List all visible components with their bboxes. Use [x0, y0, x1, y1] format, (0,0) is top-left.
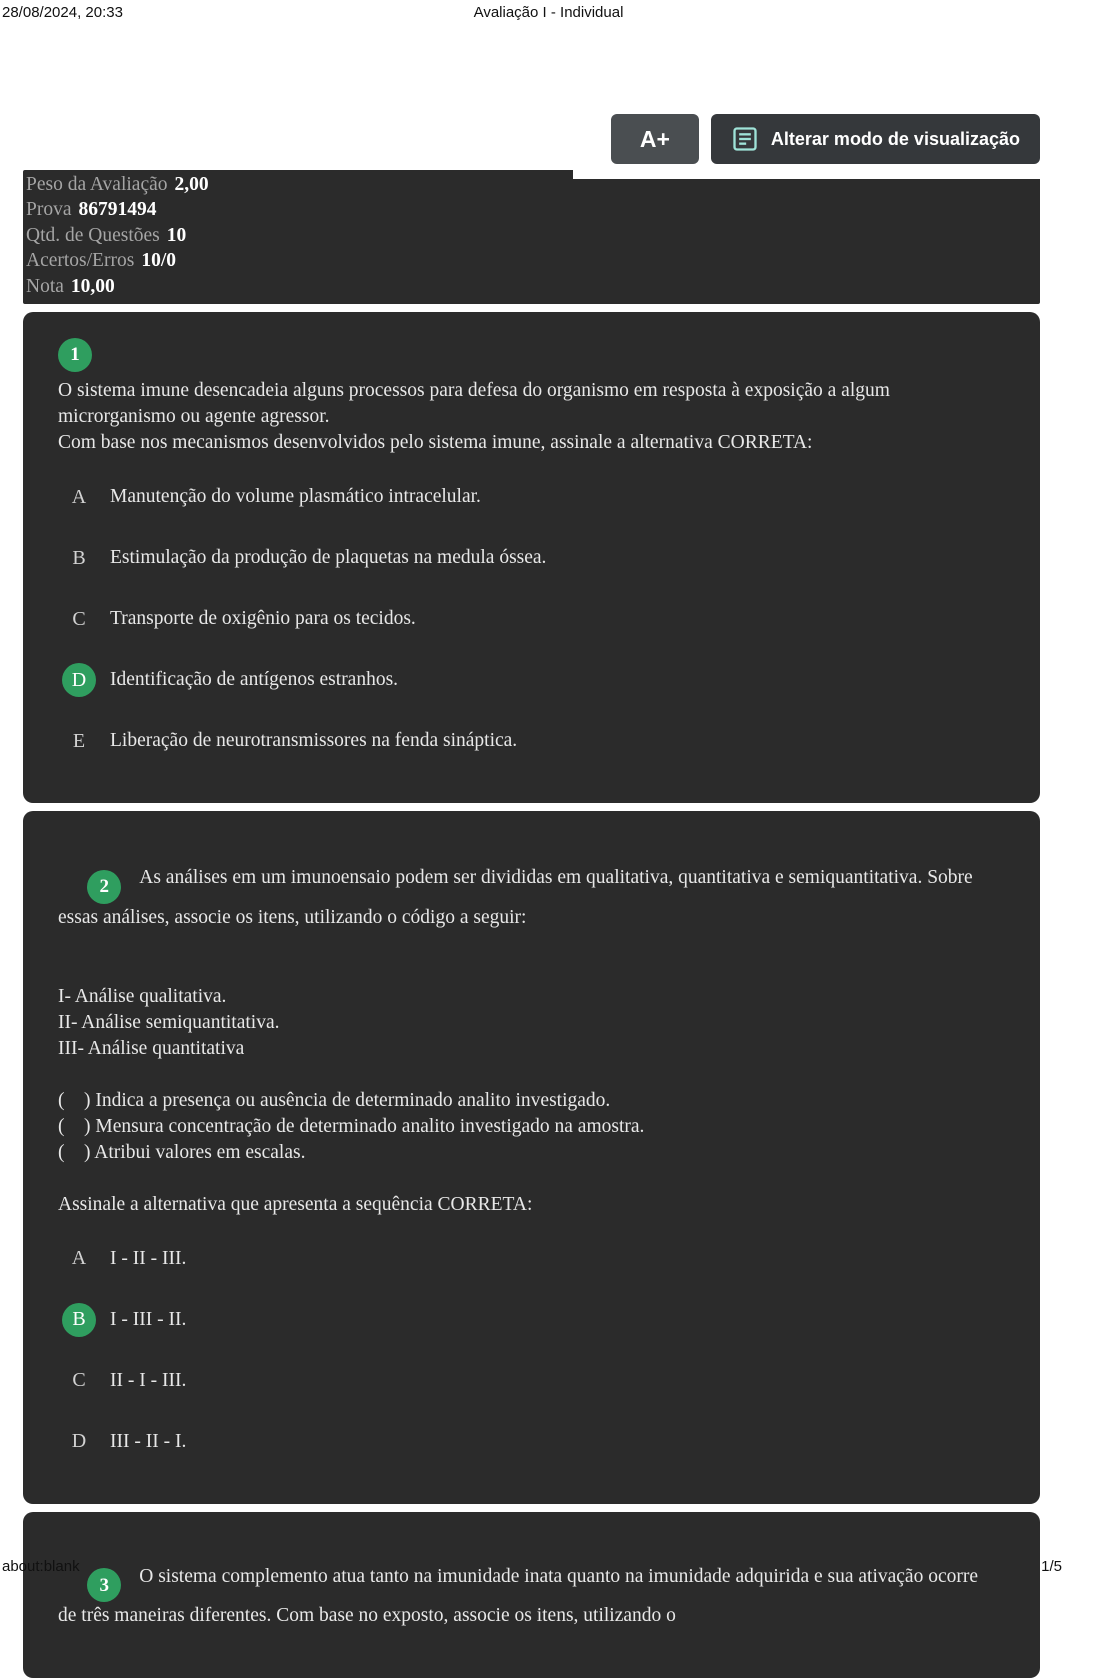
options-list — [58, 480, 1000, 758]
code-item: III- Análise quantitativa — [58, 1037, 245, 1059]
option-letter-badge[interactable]: C — [72, 1369, 86, 1392]
option-letter-badge[interactable]: A — [71, 1247, 87, 1270]
summary-value: 2,00 — [174, 174, 209, 195]
option-row-d[interactable] — [58, 663, 1000, 697]
question-number-row — [58, 338, 1000, 372]
option-text: II - I - III. — [110, 1369, 187, 1391]
option-text: Manutenção do volume plasmático intracelular. — [110, 486, 481, 508]
code-item: I- Análise qualitativa. — [58, 985, 227, 1007]
option-text: III - II - I. — [110, 1430, 187, 1452]
option-text: I - II - III. — [110, 1247, 187, 1269]
summary-row — [26, 197, 1036, 222]
summary-row — [26, 223, 1036, 248]
option-letter-badge[interactable]: A — [71, 485, 87, 508]
option-text: I - III - II. — [110, 1308, 187, 1330]
view-mode-label: Alterar modo de visualização — [770, 128, 1020, 149]
question-card-2 — [23, 811, 1040, 1504]
code-item: II- Análise semiquantitativa. — [58, 1011, 280, 1033]
footer-url: about:blank — [2, 1558, 80, 1575]
option-row-b[interactable] — [58, 541, 1000, 575]
blank-item: ( ) Atribui valores em escalas. — [58, 1141, 306, 1163]
option-text: Identificação de antígenos estranhos. — [110, 669, 399, 691]
summary-value: 10,00 — [70, 275, 115, 297]
question-lead-text: O sistema complemento atua tanto na imunidade inata quanto na imunidade adquirida e sua ativação ocorre de três maneiras diferentes. Com base no exposto, associe os itens, utilizando o — [58, 1565, 983, 1627]
option-letter-badge[interactable]: B — [62, 1303, 96, 1337]
question-card-1 — [23, 312, 1040, 803]
view-mode-button[interactable] — [711, 114, 1040, 164]
code-items — [58, 984, 1000, 1062]
question-lead — [58, 837, 1000, 958]
option-letter-badge[interactable]: E — [72, 729, 86, 752]
blank-items — [58, 1088, 1000, 1166]
option-row-a[interactable] — [58, 480, 1000, 514]
question-card-3 — [23, 1512, 1040, 1678]
options-list — [58, 1242, 1000, 1459]
summary-value: 86791494 — [78, 199, 157, 221]
blank-item: ( ) Mensura concentração de determinado analito investigado na amostra. — [58, 1115, 645, 1137]
panel-notch — [573, 170, 1040, 179]
question-prompt: Com base nos mecanismos desenvolvidos pelo sistema imune, assinale a alternativa CORRETA: — [58, 432, 813, 454]
option-letter-badge[interactable]: B — [72, 546, 86, 569]
summary-label: Prova — [26, 199, 72, 221]
print-header — [0, 0, 1097, 21]
page-title: Avaliação I - Individual — [473, 4, 624, 21]
option-row-d[interactable] — [58, 1425, 1000, 1459]
question-text: O sistema imune desencadeia alguns processos para defesa do organismo em resposta à exposição a algum microrganismo ou agente agressor. — [58, 380, 895, 428]
summary-value: 10 — [166, 224, 187, 246]
option-row-c[interactable] — [58, 1364, 1000, 1398]
summary-label: Acertos/Erros — [26, 250, 135, 272]
print-datetime: 28/08/2024, 20:33 — [2, 4, 123, 21]
question-number-badge: 2 — [87, 870, 121, 904]
summary-panel — [23, 170, 1040, 304]
option-text: Transporte de oxigênio para os tecidos. — [110, 608, 416, 630]
option-text: Liberação de neurotransmissores na fenda sináptica. — [110, 730, 518, 752]
option-letter-badge[interactable]: D — [71, 1430, 87, 1453]
option-text: Estimulação da produção de plaquetas na medula óssea. — [110, 547, 547, 569]
option-row-a[interactable] — [58, 1242, 1000, 1276]
footer-page-number: 1/5 — [1041, 1558, 1062, 1575]
main-content — [23, 114, 1040, 1678]
question-lead-text: As análises em um imunoensaio podem ser divididas em qualitativa, quantitativa e semiquantitativa. Sobre essas análises, associe os itens, utilizando o código a seguir: — [58, 867, 978, 928]
blank-item: ( ) Indica a presença ou ausência de determinado analito investigado. — [58, 1089, 611, 1111]
summary-row — [26, 248, 1036, 273]
question-number-badge: 3 — [87, 1568, 121, 1602]
question-prompt: Assinale a alternativa que apresenta a sequência CORRETA: — [58, 1193, 533, 1215]
option-letter-badge[interactable]: C — [72, 607, 86, 630]
option-row-e[interactable] — [58, 724, 1000, 758]
option-letter-badge[interactable]: D — [62, 663, 96, 697]
toolbar — [23, 114, 1040, 164]
option-row-b[interactable] — [58, 1303, 1000, 1337]
summary-label: Nota — [26, 275, 64, 297]
option-row-c[interactable] — [58, 602, 1000, 636]
prompt-group — [58, 1192, 1000, 1218]
question-number-badge: 1 — [58, 338, 92, 372]
summary-label: Qtd. de Questões — [26, 224, 160, 246]
question-lead — [58, 1536, 1000, 1657]
summary-label: Peso da Avaliação — [26, 174, 168, 195]
summary-row — [26, 274, 1036, 299]
print-footer — [2, 1558, 1062, 1575]
reader-mode-icon — [731, 125, 759, 153]
summary-value: 10/0 — [141, 250, 176, 272]
font-increase-button[interactable]: A+ — [611, 114, 699, 164]
